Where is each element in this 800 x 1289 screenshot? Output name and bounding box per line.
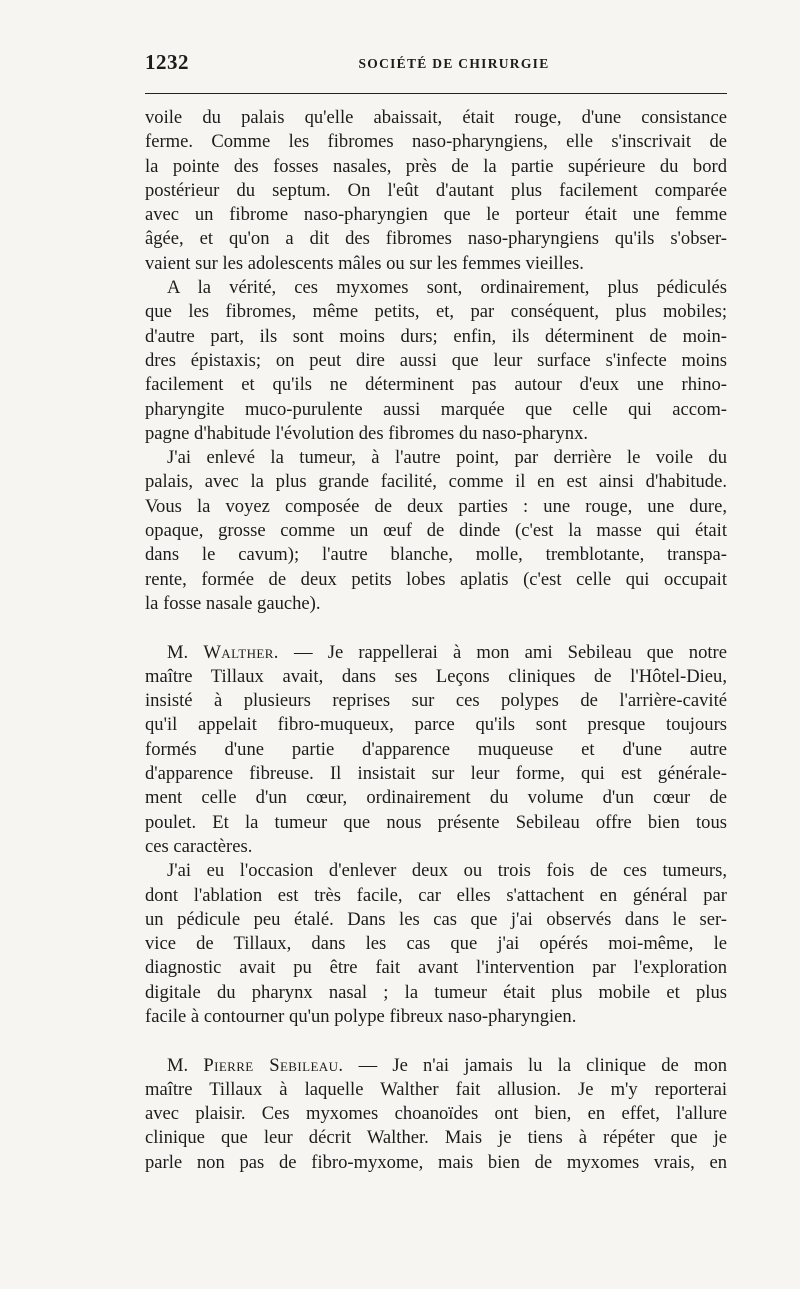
text-line: poulet. Et la tumeur que nous présente Sebileau offre bien tous [145, 811, 727, 833]
text-line: pagne d'habitude l'évolution des fibromes du naso-pharynx. [145, 422, 589, 444]
text-line: que les fibromes, même petits, et, par conséquent, plus mobiles; [145, 301, 727, 323]
page-number: 1232 [145, 50, 189, 74]
text-line: parle non pas de fibro-myxome, mais bien de myxomes vrais, en [145, 1151, 727, 1173]
text-line: insisté à plusieurs reprises sur ces polypes de l'arrière-cavité [145, 690, 727, 712]
text-line: Vous la voyez composée de deux parties : une rouge, une dure, [145, 495, 727, 517]
text-line: d'apparence fibreuse. Il insistait sur leur forme, qui est générale- [145, 763, 727, 785]
speaker-line-rest: — Je n'ai jamais lu la clinique de mon [343, 1054, 728, 1076]
paragraph [145, 859, 727, 1029]
text-line: postérieur du septum. On l'eût d'autant plus facilement comparée [145, 179, 727, 201]
paragraph-spacer [145, 616, 727, 640]
text-line: maître Tillaux à laquelle Walther fait allusion. Je m'y reporterai [145, 1078, 727, 1100]
page-header [145, 50, 727, 78]
text-line: voile du palais qu'elle abaissait, était rouge, d'une consistance [145, 107, 727, 128]
text-line: maître Tillaux avait, dans ses Leçons cliniques de l'Hôtel-Dieu, [145, 665, 727, 687]
text-line: dans le cavum); l'autre blanche, molle, tremblotante, transpa- [145, 544, 727, 566]
speaker-prefix: M. [167, 641, 204, 663]
text-line: qu'il appelait fibro-muqueux, parce qu'ils sont presque toujours [145, 714, 727, 736]
text-line: dont l'ablation est très facile, car elles s'attachent en général par [145, 884, 727, 906]
text-line: un pédicule peu étalé. Dans les cas que j'ai observés dans le ser- [145, 908, 727, 930]
text-line: d'autre part, ils sont moins durs; enfin, ils déterminent de moin- [145, 325, 727, 347]
text-line: J'ai enlevé la tumeur, à l'autre point, par derrière le voile du [167, 447, 727, 469]
text-line: la fosse nasale gauche). [145, 592, 321, 614]
body-text [145, 106, 727, 1175]
header-rule [145, 93, 727, 94]
running-title: SOCIÉTÉ DE CHIRURGIE [358, 56, 550, 71]
speaker-name: Walther. [203, 641, 279, 663]
text-line: la pointe des fosses nasales, près de la partie supérieure du bord [145, 155, 727, 177]
text-line: rente, formée de deux petits lobes aplatis (c'est celle qui occupait [145, 568, 727, 590]
text-line: palais, avec la plus grande facilité, comme il en est ainsi d'habitude. [145, 471, 727, 493]
text-line: ferme. Comme les fibromes naso-pharyngiens, elle s'inscrivait de [145, 131, 727, 153]
text-line: pharyngite muco-purulente aussi marquée que celle qui accom- [145, 398, 727, 420]
text-line: avec un fibrome naso-pharyngien que le porteur était une femme [145, 204, 727, 226]
text-line: facilement et qu'ils ne déterminent pas autour d'eux une rhino- [145, 374, 727, 396]
text-line: opaque, grosse comme un œuf de dinde (c'est la masse qui était [145, 520, 727, 542]
text-line: ces caractères. [145, 835, 253, 857]
speaker-line-rest: — Je rappellerai à mon ami Sebileau que notre [278, 641, 727, 663]
speaker-name: Pierre Sebileau. [203, 1054, 344, 1076]
text-line [145, 641, 727, 665]
text-line: diagnostic avait pu être fait avant l'intervention par l'exploration [145, 957, 727, 979]
paragraph [145, 446, 727, 616]
speaker-paragraph-walther [145, 641, 727, 860]
text-line: vice de Tillaux, dans les cas que j'ai opérés moi-même, le [145, 933, 727, 955]
text-line: clinique que leur décrit Walther. Mais je tiens à répéter que je [145, 1127, 727, 1149]
text-line: vaient sur les adolescents mâles ou sur les femmes vieilles. [145, 252, 584, 274]
paragraph [145, 276, 727, 446]
text-line: avec plaisir. Ces myxomes choanoïdes ont bien, en effet, l'allure [145, 1103, 727, 1125]
speaker-prefix: M. [167, 1054, 204, 1076]
text-line: dres épistaxis; on peut dire aussi que leur surface s'infecte moins [145, 349, 727, 371]
text-line: J'ai eu l'occasion d'enlever deux ou trois fois de ces tumeurs, [167, 860, 727, 882]
text-line: digitale du pharynx nasal ; la tumeur était plus mobile et plus [145, 981, 727, 1003]
speaker-paragraph-sebileau [145, 1054, 727, 1175]
paragraph-spacer [145, 1029, 727, 1053]
text-line [145, 1054, 727, 1078]
text-line: ment celle d'un cœur, ordinairement du volume d'un cœur de [145, 787, 727, 809]
paragraph [145, 106, 727, 276]
text-line: âgée, et qu'on a dit des fibromes naso-pharyngiens qu'ils s'obser- [145, 228, 727, 250]
text-line: A la vérité, ces myxomes sont, ordinairement, plus pédiculés [167, 277, 727, 299]
text-line: formés d'une partie d'apparence muqueuse et d'une autre [145, 738, 727, 760]
text-line: facile à contourner qu'un polype fibreux naso-pharyngien. [145, 1005, 577, 1027]
